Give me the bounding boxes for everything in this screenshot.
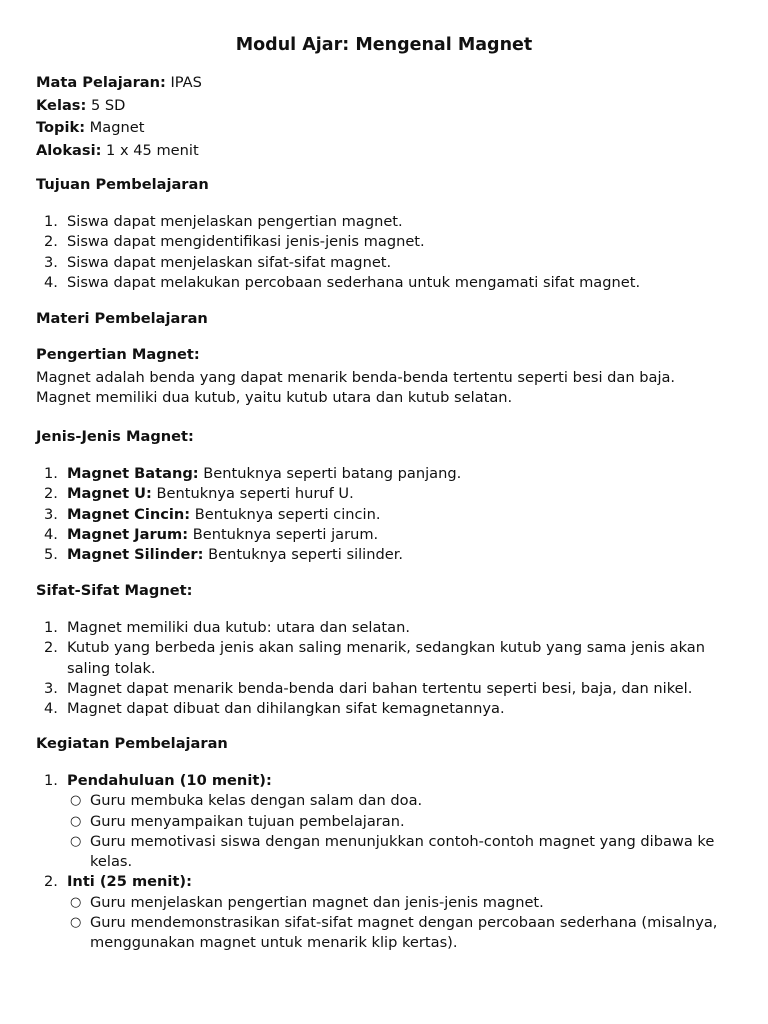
- circle-bullet-icon: ○: [70, 833, 82, 849]
- list-number: 3.: [44, 253, 58, 271]
- list-item-text: Bentuknya seperti batang panjang.: [198, 465, 462, 482]
- list-number: 4.: [44, 273, 58, 291]
- tujuan-list: [36, 212, 732, 293]
- sub-list-item-text: Guru membuka kelas dengan salam dan doa.: [90, 792, 423, 810]
- pengertian-paragraph: Magnet adalah benda yang dapat menarik benda-benda tertentu seperti besi dan baja. Magnet memiliki dua kutub, yaitu kutub utara dan kutub selatan.: [36, 369, 676, 407]
- meta-value: 5 SD: [86, 96, 126, 114]
- list-number: 4.: [44, 525, 58, 543]
- meta-label: Topik:: [36, 119, 86, 136]
- section-heading-tujuan: Tujuan Pembelajaran: [36, 176, 209, 193]
- list-item-term: Magnet Cincin:: [67, 505, 191, 523]
- list-number: 2.: [44, 873, 58, 891]
- list-item-term: Magnet U:: [67, 485, 152, 503]
- list-item: [36, 232, 732, 252]
- list-item-text: Siswa dapat melakukan percobaan sederhana untuk mengamati sifat magnet.: [67, 273, 641, 291]
- sub-list-item-text: Guru menyampaikan tujuan pembelajaran.: [90, 812, 405, 830]
- sub-list-item: [36, 812, 732, 832]
- section-heading-kegiatan: Kegiatan Pembelajaran: [36, 735, 228, 752]
- list-item-text: Magnet dapat dibuat dan dihilangkan sifat kemagnetannya.: [67, 700, 505, 718]
- list-item-text: Bentuknya seperti cincin.: [190, 505, 381, 523]
- sub-list-item: [36, 913, 732, 954]
- list-item-text: Magnet dapat menarik benda-benda dari bahan tertentu seperti besi, baja, dan nikel.: [67, 679, 693, 697]
- list-number: 5.: [44, 546, 58, 564]
- meta-label: Mata Pelajaran:: [36, 74, 166, 91]
- sub-list-item: [36, 893, 732, 913]
- sub-list-item: [36, 791, 732, 811]
- phase-title: Inti (25 menit):: [67, 873, 192, 891]
- phase-title: Pendahuluan (10 menit):: [67, 772, 272, 789]
- circle-bullet-icon: ○: [70, 813, 82, 829]
- list-item: [36, 545, 732, 565]
- list-item: [36, 618, 732, 638]
- meta-row-topik: [36, 117, 202, 140]
- list-item: [36, 273, 732, 293]
- list-number: 3.: [44, 679, 58, 697]
- meta-row-alokasi: [36, 140, 202, 163]
- list-item-term: Magnet Batang:: [67, 465, 199, 482]
- circle-bullet-icon: ○: [70, 793, 82, 809]
- list-item: [36, 505, 732, 525]
- meta-block: [36, 72, 202, 162]
- list-item-text: Siswa dapat menjelaskan pengertian magnet.: [67, 213, 403, 230]
- meta-row-mata-pelajaran: [36, 72, 202, 95]
- sifat-list: [36, 618, 732, 719]
- subheading-jenis: Jenis-Jenis Magnet:: [36, 428, 194, 445]
- sub-list-item-text: Guru mendemonstrasikan sifat-sifat magnet dengan percobaan sederhana (misalnya, menggunakan magnet untuk menarik klip kertas).: [90, 914, 718, 952]
- list-item-term: Magnet Silinder:: [67, 546, 204, 564]
- jenis-list: [36, 464, 732, 565]
- list-item-text: Bentuknya seperti jarum.: [188, 525, 379, 543]
- list-number: 1.: [44, 619, 58, 636]
- circle-bullet-icon: ○: [70, 894, 82, 910]
- subheading-sifat: Sifat-Sifat Magnet:: [36, 582, 193, 599]
- meta-label: Kelas:: [36, 96, 87, 114]
- list-number: 4.: [44, 700, 58, 718]
- list-item-text: Siswa dapat mengidentifikasi jenis-jenis magnet.: [67, 233, 425, 251]
- kegiatan-list: [36, 771, 732, 954]
- list-item: [36, 484, 732, 504]
- list-number: 1.: [44, 465, 58, 482]
- list-item: [36, 464, 732, 484]
- meta-value: IPAS: [165, 74, 202, 91]
- list-item: [36, 679, 732, 699]
- kegiatan-phase: [36, 872, 732, 892]
- list-number: 2.: [44, 485, 58, 503]
- list-item-text: Siswa dapat menjelaskan sifat-sifat magnet.: [67, 253, 392, 271]
- list-item: [36, 253, 732, 273]
- list-item-text: Kutub yang berbeda jenis akan saling menarik, sedangkan kutub yang sama jenis akan saling tolak.: [67, 639, 705, 677]
- list-item: [36, 525, 732, 545]
- document-title: Modul Ajar: Mengenal Magnet: [235, 35, 533, 55]
- list-number: 1.: [44, 213, 58, 230]
- meta-label: Alokasi:: [36, 141, 102, 159]
- meta-row-kelas: [36, 95, 202, 118]
- meta-value: Magnet: [85, 119, 145, 136]
- list-number: 2.: [44, 639, 58, 657]
- subheading-pengertian: Pengertian Magnet:: [36, 346, 200, 363]
- kegiatan-phase: [36, 771, 732, 791]
- list-item: [36, 212, 732, 232]
- sub-list-item-text: Guru menjelaskan pengertian magnet dan jenis-jenis magnet.: [90, 893, 544, 911]
- list-item: [36, 638, 732, 679]
- circle-bullet-icon: ○: [70, 915, 82, 931]
- section-heading-materi: Materi Pembelajaran: [36, 310, 208, 327]
- list-item-text: Bentuknya seperti silinder.: [203, 546, 404, 564]
- list-item-text: Magnet memiliki dua kutub: utara dan selatan.: [67, 619, 410, 636]
- sub-list-item-text: Guru memotivasi siswa dengan menunjukkan contoh-contoh magnet yang dibawa ke kelas.: [90, 832, 715, 871]
- list-number: 1.: [44, 772, 58, 789]
- sub-list-item: [36, 832, 732, 873]
- meta-value: 1 x 45 menit: [101, 141, 199, 159]
- list-number: 3.: [44, 505, 58, 523]
- list-item: [36, 699, 732, 719]
- list-item-text: Bentuknya seperti huruf U.: [151, 485, 354, 503]
- list-number: 2.: [44, 233, 58, 251]
- list-item-term: Magnet Jarum:: [67, 525, 189, 543]
